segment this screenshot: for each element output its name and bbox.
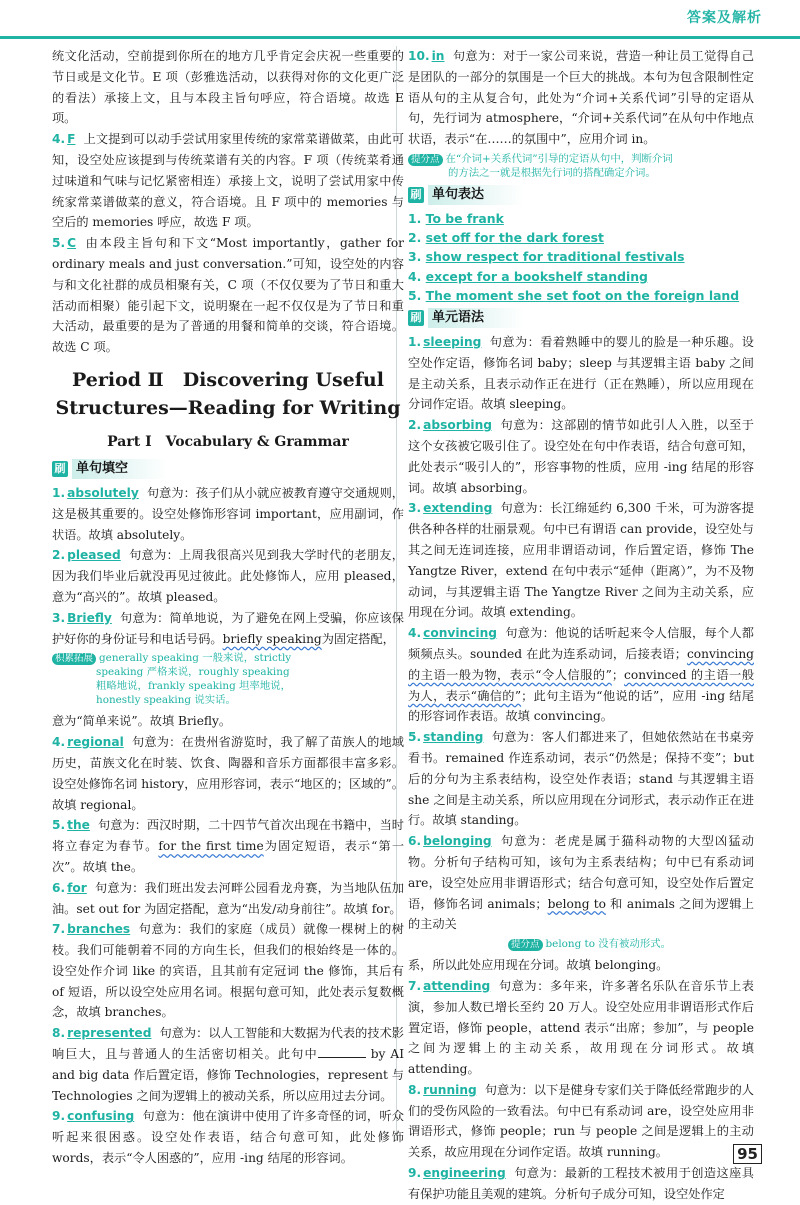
- item-text: 句意为：他说的话听起来令人信服，每个人都频频点头。sounded 在此为连系动词，后接表语；: [408, 626, 754, 661]
- item-number: 1.: [408, 210, 422, 226]
- item-number: 4.: [52, 132, 66, 147]
- expression-list: [408, 209, 754, 305]
- item-number: 2.: [408, 418, 422, 433]
- item-number: 5.: [408, 287, 422, 303]
- item-text: 句意为：老虎是属于猫科动物的大型凶猛动物。分析句子结构可知，该句为主系表结构；句中已有系动词 are，设空处应用非谓语形式；结合句意可知，设空处作后置定语，修饰名词 animals；: [408, 834, 754, 911]
- item-number: 4.: [408, 268, 422, 284]
- item-text: 句意为：孩子们从小就应被教育遵守交通规则，这是极其重要的。设空处修饰形容词 important，应用副词，作状语。故填 absolutely。: [52, 485, 404, 542]
- item-number: 8.: [52, 1026, 66, 1041]
- item-answer: pleased: [67, 548, 121, 563]
- tip-line: honestly speaking 说实话。: [96, 694, 236, 707]
- item-answer: standing: [423, 730, 484, 745]
- tip-line: 在“介词+关系代词”引导的定语从句中，判断介词: [445, 152, 673, 165]
- vocab-item-6: [52, 878, 404, 920]
- vocab-item-10: [408, 46, 754, 150]
- item-text: 由本段主旨句和下文“Most importantly，gather for ordinary meals and just conversation.”可知，设空处的内容与和文化社群的成员相聚有关，C 项（不仅仅要为了节日和重大活动而相聚）能引起下文，说明聚在一起不仅仅是为了节日和重大活动，最重要的是为了普通的用餐和简单的交谈，符合语境。故选 C 项。: [52, 236, 404, 355]
- item-number: 3.: [408, 501, 422, 516]
- item-number: 7.: [408, 978, 422, 993]
- section-badge-icon: 刷: [408, 187, 424, 203]
- item-highlight: convincing 的主语一般为物，表示“令人信服的”: [408, 646, 754, 682]
- item-answer: running: [423, 1082, 477, 1097]
- vocab-item-7: [52, 919, 404, 1023]
- item-text: by AI and big data 作后置定语，修饰 Technologies，represent 与 Technologies 之间为逻辑上的被动关系，所以应用过去分词。: [52, 1047, 405, 1103]
- item-number: 5.: [408, 730, 422, 745]
- page-number: 95: [733, 1144, 762, 1164]
- item-text: 句意为：对于一家公司来说，营造一种让员工觉得自己是团队的一部分的氛围是一个巨大的挑战。本句为包含限制性定语从句的主从复合句，此处为“介词+关系代词”引导的定语从句，先行词为 atmosphere，“介词+关系代词”在从句中作地点状语，表示“在……的氛围中”，应用介词 in。: [408, 49, 754, 147]
- item-highlight: briefly speaking: [222, 631, 322, 646]
- item-answer: belonging: [423, 834, 492, 849]
- item-answer: set off for the dark forest: [425, 230, 604, 246]
- vocab-item-3: [52, 608, 404, 650]
- section-header-expression: [408, 184, 754, 206]
- item-number: 10.: [408, 49, 430, 63]
- item-answer: branches: [67, 922, 131, 937]
- item-text: 句意为：上周我很高兴见到我大学时代的老朋友，因为我们毕业后就没再见过彼此。此处修饰人，应用 pleased，意为“高兴的”。故填 pleased。: [52, 548, 404, 604]
- section-badge-icon: 刷: [408, 310, 424, 326]
- grammar-item-9: [408, 1163, 754, 1205]
- reading-item-4: [52, 129, 404, 233]
- grammar-item-2: [408, 415, 754, 498]
- item-answer: for: [67, 880, 87, 895]
- intro-paragraph: 统文化活动，空前提到你所在的地方几乎肯定会庆祝一些重要的节日或是文化节。E 项（彭雅选活动，以获得对你的文化更广泛的看法）承接上文，且与本段主旨句呼应，符合语境。故选 E 项。: [52, 49, 404, 126]
- item-number: 2.: [52, 548, 66, 563]
- item-answer: absolutely: [67, 485, 139, 500]
- tip-box: [408, 152, 754, 180]
- item-answer: except for a bookshelf standing: [425, 268, 648, 284]
- item-answer: sleeping: [423, 335, 482, 349]
- section-label: 单句表达: [428, 185, 524, 205]
- item-number: 9.: [52, 1109, 66, 1124]
- section-label: 单句填空: [72, 459, 168, 479]
- item-number: 4.: [52, 735, 66, 750]
- tip-box: [408, 937, 754, 951]
- grammar-item-4: [408, 623, 754, 727]
- item-text: 句意为：简单地说，为了避免在网上受骗，你应该保护好你的身份证号和电话号码。: [52, 610, 404, 646]
- item-number: 3.: [408, 249, 422, 265]
- item-text: 句意为：以下是健身专家们关于降低经常跑步的人们的受伤风险的一致看法。句中已有系动词 are，设空处应用非谓语形式，修饰 people；run 与 people 之间是逻辑上的主动关系，故应用现在分词作定语。故填 running。: [408, 1082, 754, 1160]
- tip-line: 的方法之一就是根据先行词的搭配确定介词。: [448, 166, 656, 179]
- item-number: 8.: [408, 1082, 422, 1097]
- item-answer: represented: [67, 1026, 152, 1041]
- item-answer: show respect for traditional festivals: [425, 249, 685, 265]
- item-answer: absorbing: [423, 418, 493, 433]
- period-title-line-1: Period Ⅱ Discovering Useful: [72, 368, 384, 391]
- item-text: 句意为：以人工智能和大数据为代表的技术影响巨大，且与普通人的生活密切相关。此句中: [52, 1026, 404, 1062]
- item-number: 6.: [408, 834, 422, 849]
- item-text: 为固定搭配，: [321, 631, 395, 646]
- item-text: ；此句主语为“他说的话”，应用 -ing 结尾的形容词作表语。故填 convincing。: [408, 688, 754, 724]
- section-header-fill-blank: [52, 458, 404, 480]
- item-text: 句意为：长江绵延约 6,300 千米，可为游客提供各种各样的壮丽景观。句中已有谓语 can provide，设空处与其之间无连词连接，应用非谓语动词，作后置定语，修饰 The Yangtze River，extend 在句中表示“延伸（距离）”，为不及物动词，与其逻辑主语 The Yangtze River 之间为主动关系，应用现在分词。故填 extending。: [408, 501, 754, 620]
- grammar-item-7: [408, 976, 754, 1080]
- item-text: 为固定短语，表示“第一次”。故填 the。: [52, 839, 405, 874]
- item-number: 5.: [52, 236, 66, 251]
- item-answer: To be frank: [425, 210, 504, 226]
- item-text: 和 animals 之间为逻辑上的主动关: [408, 896, 754, 932]
- right-column: [408, 46, 754, 1205]
- period-title: [52, 366, 404, 422]
- item-text: 上文提到可以动手尝试用家里传统的家常菜谱做菜，由此可知，设空处应该提到与传统菜谱有关的内容。F 项（传统菜肴通过味道和气味与记忆紧密相连）承接上文，说明了尝试用家中传统家常菜谱做菜的意义，符合语境。且 F 项中的 memories 与空后的 memories 呼应，故选 F 项。: [52, 132, 404, 230]
- tip-line: belong to 没有被动形式。: [545, 938, 672, 951]
- item-answer: attending: [423, 978, 491, 993]
- item-highlight: belong to: [547, 896, 606, 911]
- expression-item: [408, 209, 754, 228]
- expression-item: [408, 286, 754, 305]
- item-answer: the: [67, 818, 90, 833]
- item-number: 6.: [52, 880, 66, 895]
- tip-tag: 提分点: [508, 939, 543, 951]
- item-text: 句意为：我们班出发去河畔公园看龙舟赛，为当地队伍加油。set out for 为固定搭配，意为“出发/动身前往”。故填 for。: [52, 880, 404, 916]
- grammar-item-6: [408, 831, 754, 935]
- grammar-item-1: [408, 332, 754, 415]
- item-text: 句意为：最新的工程技术被用于创造这座具有保护功能且美观的建筑。分析句子成分可知，设空处作定: [408, 1166, 754, 1201]
- item-text: ；: [611, 667, 625, 682]
- grammar-item-8: [408, 1080, 754, 1163]
- item-number: 5.: [52, 818, 66, 833]
- item-number: 2.: [408, 230, 422, 246]
- vocab-item-2: [52, 545, 404, 607]
- vocab-item-3-cont: 意为“简单来说”。故填 Briefly。: [52, 714, 232, 729]
- vocab-item-1: [52, 483, 404, 545]
- section-badge-icon: 刷: [52, 461, 68, 477]
- vocab-item-9: [52, 1106, 404, 1168]
- vocab-item-5: [52, 815, 404, 877]
- item-text: 句意为：看着熟睡中的婴儿的脸是一种乐趣。设空处作定语，修饰名词 baby；sleep 与其逻辑主语 baby 之间是主动关系，且表示动作正在进行（正在熟睡），所以应用现在分词作定语。故填 sleeping。: [408, 335, 754, 412]
- section-label: 单元语法: [428, 308, 524, 328]
- item-highlight: for the first time: [158, 839, 264, 854]
- item-answer: extending: [423, 501, 493, 516]
- expression-item: [408, 228, 754, 247]
- item-text: 句意为：这部剧的情节如此引人入胜，以至于这个女孩被它吸引住了。设空处在句中作表语，结合句意可知，此处表示“吸引人的”，形容事物的性质，应用 -ing 结尾的形容词。故填 absorbing。: [408, 418, 754, 495]
- item-text: 句意为：在贵州省游览时，我了解了苗族人的地域历史，苗族文化在时装、饮食、陶器和音乐方面都很丰富多彩。设空处修饰名词 history，应用形容词，表示“地区的；区域的”。故填 regional。: [52, 735, 404, 812]
- header-title: 答案及解析: [687, 10, 762, 26]
- item-text: 句意为：他在演讲中使用了许多奇怪的词，听众听起来很困惑。设空处作表语，结合句意可知，此处修饰 words，表示“令人困惑的”，应用 -ing 结尾的形容词。: [52, 1109, 404, 1166]
- tip-line: 粗略地说，frankly speaking 坦率地说，: [96, 680, 291, 693]
- tip-line: generally speaking 一般来说，strictly: [99, 652, 292, 665]
- tip-line: speaking 严格来说，roughly speaking: [96, 666, 290, 679]
- item-answer: F: [67, 132, 76, 147]
- tip-tag: 积累拓展: [52, 653, 96, 665]
- item-text: 句意为：客人们都进来了，但她依然站在书桌旁看书。remained 作连系动词，表示“仍然是；保持不变”；but 后的分句为主系表结构，设空处作表语；stand 与其逻辑主语 she 之间是主动关系，所以应用现在分词形式，表示动作正在进行。故填 standing。: [408, 730, 754, 828]
- item-number: 1.: [408, 335, 422, 349]
- item-text: 句意为：多年来，许多著名乐队在音乐节上表演，参加人数已增长至约 20 万人。设空处应用非谓语形式作后置定语，修饰 people，attend 表示“出席；参加”，与 people 之间为逻辑上的主动关系，故用现在分词形式。故填 attending。: [408, 978, 754, 1077]
- header-bar: [0, 36, 800, 39]
- item-answer: regional: [67, 735, 124, 750]
- vocab-item-4: [52, 732, 404, 815]
- item-text: 句意为：我们的家庭（成员）就像一棵树上的树枝。我们可能朝着不同的方向生长，但我们的根始终是一体的。设空处作介词 like 的宾语，且其前有定冠词 the 修饰，其后有 of 短语，所以设空处应用名词。根据句意可知，此处表示复数概念，故填 branches。: [52, 922, 404, 1020]
- grammar-item-6-cont: 系，所以此处应用现在分词。故填 belonging。: [408, 958, 669, 973]
- item-answer: Briefly: [67, 610, 112, 625]
- expression-item: [408, 247, 754, 266]
- item-number: 7.: [52, 922, 66, 937]
- reading-item-5: [52, 233, 404, 358]
- part-title: Part Ⅰ Vocabulary & Grammar: [107, 433, 349, 450]
- item-answer: in: [431, 49, 445, 63]
- vocab-item-8: [52, 1023, 404, 1106]
- tip-box: [52, 651, 404, 707]
- item-number: 3.: [52, 610, 66, 625]
- item-answer: C: [67, 236, 77, 251]
- grammar-item-3: [408, 498, 754, 623]
- tip-tag: 提分点: [408, 154, 443, 166]
- grammar-item-5: [408, 727, 754, 831]
- period-title-line-2: Structures—Reading for Writing: [55, 396, 401, 419]
- item-answer: engineering: [423, 1166, 506, 1181]
- item-number: 4.: [408, 626, 422, 641]
- section-header-grammar: [408, 307, 754, 329]
- item-number: 9.: [408, 1166, 422, 1181]
- item-answer: convincing: [423, 626, 497, 641]
- left-column: [52, 46, 404, 1169]
- item-text: 句意为：西汉时期，二十四节气首次出现在书籍中，当时将立春定为春节。: [52, 818, 404, 854]
- item-answer: The moment she set foot on the foreign land: [425, 287, 740, 303]
- item-highlight: convinced 的主语一般为人，表示“确信的”: [408, 667, 755, 703]
- item-answer: confusing: [67, 1109, 135, 1124]
- item-number: 1.: [52, 485, 66, 500]
- expression-item: [408, 267, 754, 286]
- blank-line: [318, 1045, 366, 1058]
